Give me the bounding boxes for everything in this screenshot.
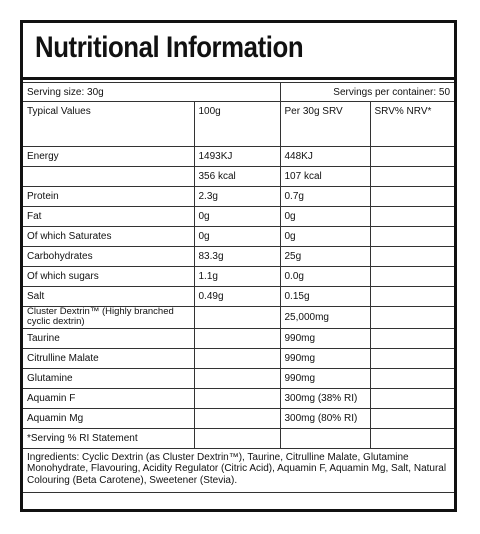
servings-per-container: Servings per container: 50 [280,83,454,102]
nutrient-label: Of which sugars [23,267,194,287]
nutrition-table-body [23,83,454,493]
value-nrv [370,287,454,307]
value-per-100g [194,388,280,408]
title-divider [23,77,454,80]
table-row [23,368,454,388]
nutrient-label: Glutamine [23,368,194,388]
value-per-serving: 0.15g [280,287,370,307]
value-per-100g [194,348,280,368]
nutrition-table [23,82,454,493]
value-nrv [370,167,454,187]
table-row [23,187,454,207]
value-per-serving: 0g [280,207,370,227]
table-row [23,247,454,267]
value-per-serving: 990mg [280,328,370,348]
value-per-100g [194,328,280,348]
ingredients-text: Ingredients: Cyclic Dextrin (as Cluster Dextrin™), Taurine, Citrulline Malate, Glutamine Monohydrate, Flavouring, Acidity Regulator (Citric Acid), Aquamin F, Aquamin Mg, Salt, Natural Colouring (Beta Carotene), Sweetener (Stevia). [23,448,454,492]
nutrient-label: Aquamin F [23,388,194,408]
value-per-100g: 0g [194,207,280,227]
value-per-100g: 2.3g [194,187,280,207]
value-per-100g [194,408,280,428]
nutrient-label: Taurine [23,328,194,348]
value-per-100g: 0.49g [194,287,280,307]
table-row [23,147,454,167]
nutrition-panel [20,20,457,512]
value-per-serving: 107 kcal [280,167,370,187]
table-row [23,307,454,329]
table-row [23,267,454,287]
table-row [23,408,454,428]
value-per-serving [280,428,370,448]
value-per-serving: 990mg [280,368,370,388]
header-typical-values: Typical Values [23,102,194,147]
table-row [23,287,454,307]
value-per-100g: 83.3g [194,247,280,267]
header-100g: 100g [194,102,280,147]
value-per-100g [194,428,280,448]
value-per-serving: 300mg (80% RI) [280,408,370,428]
nutrient-label: Citrulline Malate [23,348,194,368]
table-row [23,227,454,247]
value-nrv [370,328,454,348]
value-nrv [370,187,454,207]
value-nrv [370,307,454,329]
panel-title: Nutritional Information [35,31,304,64]
value-nrv [370,388,454,408]
value-nrv [370,227,454,247]
value-nrv [370,247,454,267]
nutrient-label: *Serving % RI Statement [23,428,194,448]
value-per-serving: 300mg (38% RI) [280,388,370,408]
value-per-100g [194,307,280,329]
table-row [23,207,454,227]
nutrient-label [23,167,194,187]
value-nrv [370,348,454,368]
ingredients-row [23,448,454,492]
nutrient-label: Fat [23,207,194,227]
nutrient-label: Aquamin Mg [23,408,194,428]
header-row [23,102,454,147]
serving-row [23,83,454,102]
value-nrv [370,267,454,287]
value-per-serving: 0.7g [280,187,370,207]
table-row [23,167,454,187]
value-nrv [370,368,454,388]
value-per-serving: 990mg [280,348,370,368]
value-nrv [370,428,454,448]
value-per-serving: 0g [280,227,370,247]
nutrient-label: Carbohydrates [23,247,194,267]
value-per-serving: 448KJ [280,147,370,167]
table-row [23,348,454,368]
value-nrv [370,408,454,428]
value-per-100g: 0g [194,227,280,247]
nutrient-label: Salt [23,287,194,307]
table-row [23,328,454,348]
value-nrv [370,147,454,167]
nutrient-label: Cluster Dextrin™ (Highly branched cyclic dextrin) [23,307,194,329]
nutrient-label: Of which Saturates [23,227,194,247]
serving-size: Serving size: 30g [23,83,280,102]
header-per-serving: Per 30g SRV [280,102,370,147]
value-per-serving: 0.0g [280,267,370,287]
nutrient-label: Energy [23,147,194,167]
table-row [23,428,454,448]
value-per-serving: 25g [280,247,370,267]
table-row [23,388,454,408]
value-per-100g: 356 kcal [194,167,280,187]
value-nrv [370,207,454,227]
header-nrv: SRV% NRV* [370,102,454,147]
value-per-100g: 1.1g [194,267,280,287]
nutrient-label: Protein [23,187,194,207]
value-per-serving: 25,000mg [280,307,370,329]
value-per-100g: 1493KJ [194,147,280,167]
value-per-100g [194,368,280,388]
